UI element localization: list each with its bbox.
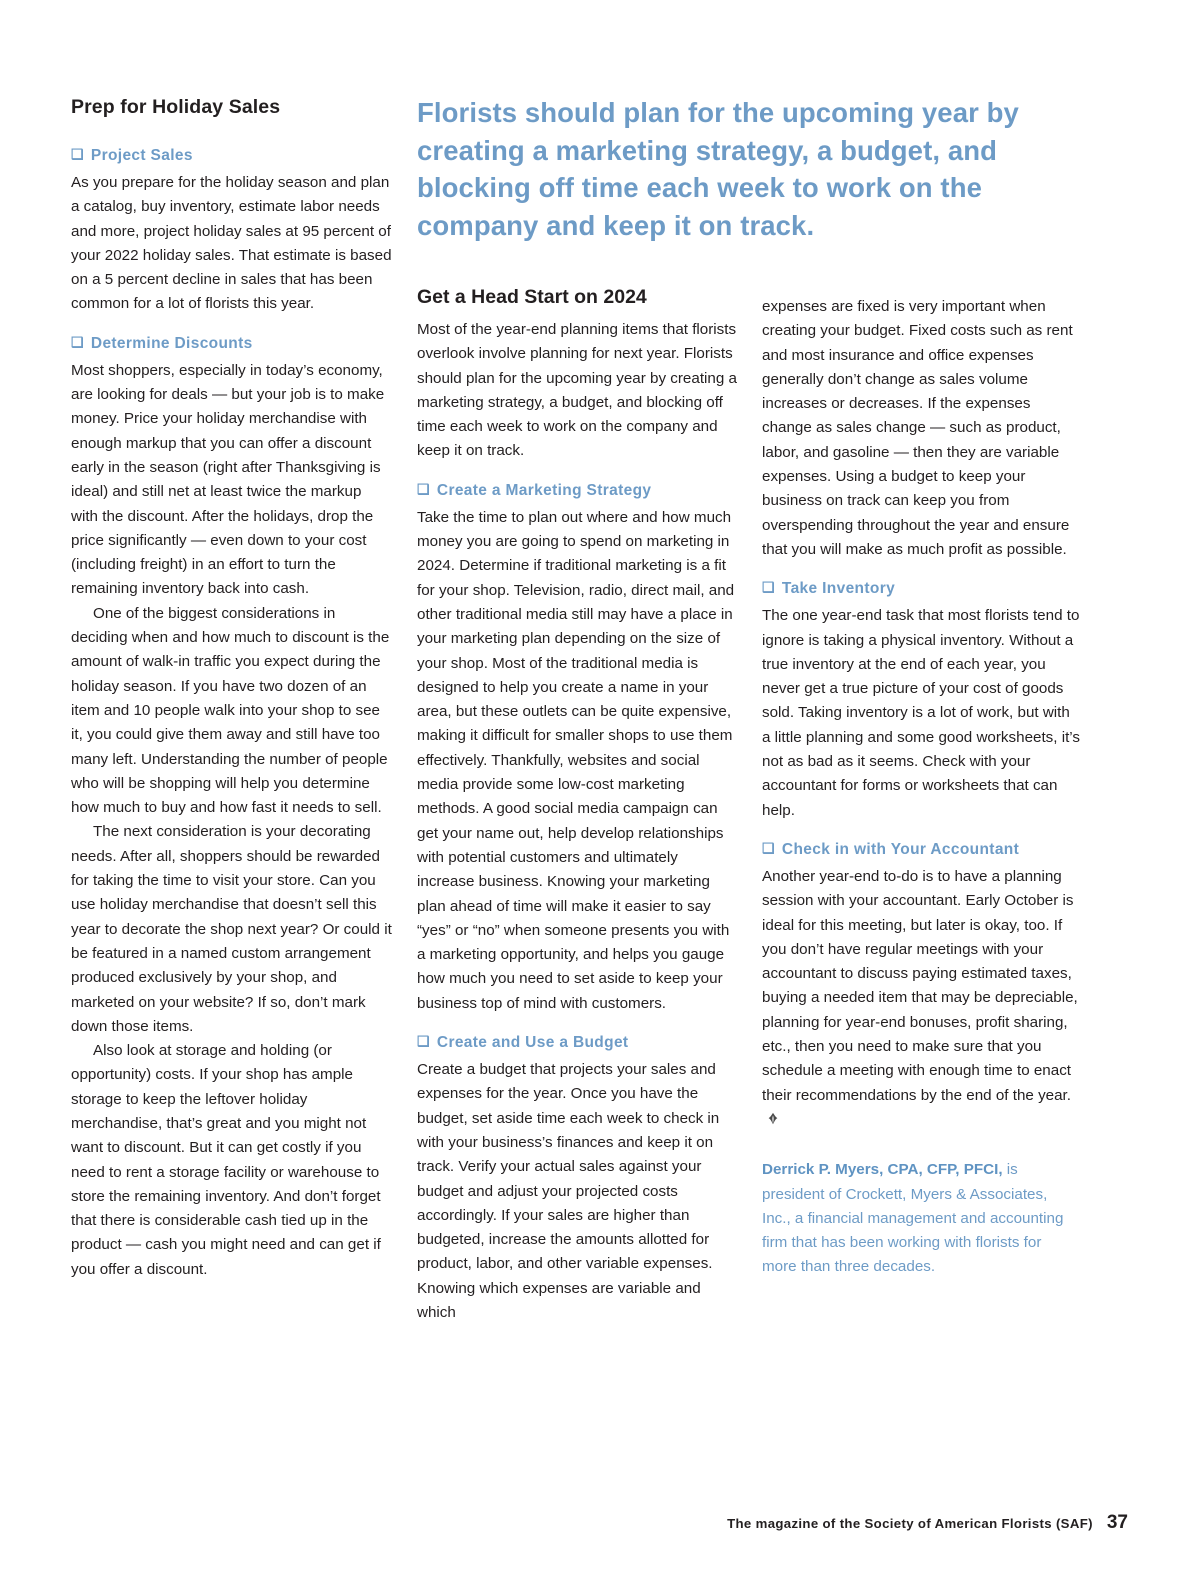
- checkbox-icon: ❑: [71, 333, 84, 350]
- checkbox-icon: ❑: [762, 839, 775, 856]
- left-column: [71, 96, 392, 1282]
- section-determine-discounts: [71, 335, 392, 1282]
- paragraph: The one year-end task that most florists tend to ignore is taking a physical inventory. Without a true inventory at the end of each year, you never get a true picture of your cost of goods sold. Taking inventory is a lot of work, but with a little planning and some good worksheets, it’s not as bad as it seems. Check with your accountant for forms or worksheets that can help.: [762, 607, 1081, 819]
- checkbox-icon: ❑: [417, 1033, 430, 1050]
- paragraph-text: Another year-end to-do is to have a planning session with your accountant. Early October is ideal for this meeting, but later is okay, too. If you don’t have regular meetings with your accountant to discuss paying estimated taxes, buying a needed item that may be depreciable, planning for year-end bonuses, profit sharing, etc., then you need to make sure that you schedule a meeting with enough time to enact their recommendations by the end of the year.: [762, 867, 1078, 1104]
- paragraph: The next consideration is your decorating needs. After all, shoppers should be rewarded for taking the time to visit your store. Can you use holiday merchandise that doesn’t sell this year to decorate the shop next year? Or could it be featured in a named custom arrangement produced exclusively by your shop, and marketed on your website? If so, don’t mark down those items.: [71, 823, 392, 1035]
- section-create-and-use-a-budget: [417, 1034, 737, 1325]
- page-number: 37: [1106, 1512, 1128, 1533]
- subheading-create-and-use-a-budget: [417, 1034, 737, 1052]
- subheading-create-a-marketing-strategy: [417, 482, 737, 500]
- end-mark-icon: [766, 1110, 780, 1124]
- middle-column: [417, 286, 737, 1343]
- paragraph: As you prepare for the holiday season and plan a catalog, buy inventory, estimate labor needs and more, project holiday sales at 95 percent of your 2022 holiday sales. That estimate is based on a 5 percent decline in sales that has been common for a lot of florists this year.: [71, 174, 392, 313]
- section-check-in-with-your-accountant: [762, 841, 1080, 1132]
- paragraph: Take the time to plan out where and how much money you are going to spend on marketing in 2024. Determine if traditional marketing is a fit for your shop. Television, radio, direct mail, and other traditional media still may have a place in your marketing plan depending on the size of your shop. Most of the traditional media is designed to help you create a name in your area, but these outlets can be quite expensive, making it difficult for smaller shops to use them effectively. Thankfully, websites and social media provide some low-cost marketing methods. A good social media campaign can get your name out, help develop relationships with potential customers and ultimately increase business. Knowing your marketing plan ahead of time will make it easier to say “yes” or “no” when someone presents you with a marketing opportunity, and helps you gauge how much you need to set aside to keep your business top of mind with customers.: [417, 508, 735, 1012]
- page-title: Prep for Holiday Sales: [71, 96, 281, 118]
- page-footer: [727, 1512, 1128, 1534]
- author-name: Derrick P. Myers, CPA, CFP, PFCI,: [762, 1161, 1003, 1179]
- author-byline: [762, 1158, 1080, 1279]
- subheading-determine-discounts: [71, 335, 392, 353]
- section-project-sales: [71, 147, 392, 317]
- checkbox-icon: ❑: [71, 146, 84, 162]
- paragraph: Most shoppers, especially in today’s economy, are looking for deals — but your job is to make money. Price your holiday merchandise with enough markup that you can offer a discount early in the season (right after Thanksgiving is ideal) and still net at least twice the markup with the discount. After the holidays, drop the price significantly — even down to your cost (including freight) in an effort to turn the remaining inventory back into cash.: [71, 361, 385, 598]
- paragraph-continuation: expenses are fixed is very important when creating your budget. Fixed costs such as rent and most insurance and office expenses generally don’t change as sales volume increases or decreases. If the expenses change as sales change — such as product, labor, and gasoline — then they are variable expenses. Using a budget to keep your business on track can keep you from overspending throughout the year and ensure that you will make as much profit as possible.: [762, 298, 1073, 558]
- section-take-inventory: [762, 580, 1080, 823]
- author-description: is president of Crockett, Myers & Associates, Inc., a financial management and accounting firm that has been working with florists for more than three decades.: [762, 1161, 1064, 1276]
- paragraph: Most of the year-end planning items that florists overlook involve planning for next year. Florists should plan for the upcoming year by creating a marketing strategy, a budget, and blocking off time each week to work on the company and keep it on track.: [417, 321, 737, 460]
- section-create-a-marketing-strategy: [417, 482, 737, 1016]
- subheading-label: Take Inventory: [781, 580, 896, 598]
- paragraph: Also look at storage and holding (or opportunity) costs. If your shop has ample storage to keep the leftover holiday merchandise, that’s great and you might not want to discount. But it can get costly if you need to rent a storage facility or warehouse to store the remaining inventory. And don’t forget that there is considerable cash tied up in the product — cash you might need and can get if you offer a discount.: [71, 1042, 381, 1278]
- subheading-label: Create a Marketing Strategy: [436, 481, 652, 499]
- subheading-label: Check in with Your Accountant: [781, 840, 1020, 858]
- subheading-label: Determine Discounts: [90, 334, 253, 352]
- subheading-label: Project Sales: [90, 147, 193, 164]
- subheading-take-inventory: [762, 580, 1080, 598]
- paragraph: Create a budget that projects your sales and expenses for the year. Once you have the budget, set aside time each week to check in with your business’s finances and keep it on track. Verify your actual sales against your budget and adjust your projected costs accordingly. If your sales are higher than budgeted, increase the amounts allotted for product, labor, and other variable expenses. Knowing which expenses are variable and which: [417, 1061, 720, 1321]
- paragraph: [762, 865, 1080, 1132]
- paragraph: One of the biggest considerations in deciding when and how much to discount is the amount of walk-in traffic you expect during the holiday season. If you have two dozen of an item and 10 people walk into your shop to see it, you could give them away and still have too many left. Understanding the number of people who will be shopping will help you determine how much to buy and how fast it needs to sell.: [71, 604, 390, 817]
- checkbox-icon: ❑: [762, 579, 775, 596]
- right-column: [762, 295, 1080, 1280]
- pull-quote: Florists should plan for the upcoming year by creating a marketing strategy, a budget, and blocking off time each week to work on the company and keep it on track.: [417, 97, 1019, 241]
- checkbox-icon: ❑: [417, 480, 430, 497]
- footer-credit: The magazine of the Society of American Florists (SAF): [727, 1516, 1093, 1531]
- subheading-label: Create and Use a Budget: [436, 1034, 629, 1052]
- subheading-project-sales: [71, 147, 392, 165]
- heading-get-a-head-start: Get a Head Start on 2024: [417, 286, 647, 308]
- subheading-check-in-with-your-accountant: [762, 841, 1080, 859]
